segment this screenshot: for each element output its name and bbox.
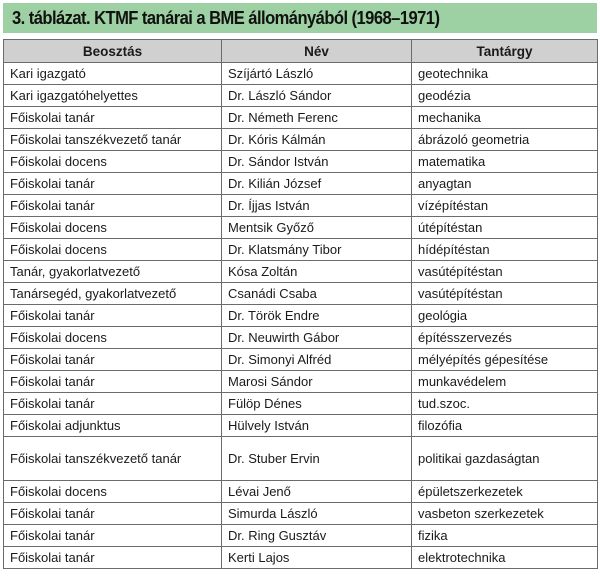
cell-name: Csanádi Csaba <box>222 283 412 305</box>
cell-subject: vasbeton szerkezetek <box>412 503 598 525</box>
cell-subject: mechanika <box>412 107 598 129</box>
table-row <box>4 151 598 173</box>
table-row <box>4 173 598 195</box>
cell-name: Hülvely István <box>222 415 412 437</box>
cell-position: Főiskolai tanár <box>4 305 222 327</box>
cell-name: Dr. László Sándor <box>222 85 412 107</box>
cell-position: Főiskolai docens <box>4 239 222 261</box>
cell-subject: mélyépítés gépesítése <box>412 349 598 371</box>
table-row <box>4 327 598 349</box>
cell-subject: vasútépítéstan <box>412 283 598 305</box>
cell-position: Főiskolai docens <box>4 151 222 173</box>
cell-position: Főiskolai tanszékvezető tanár <box>4 437 222 481</box>
table-row <box>4 195 598 217</box>
table-row <box>4 63 598 85</box>
table-row <box>4 393 598 415</box>
cell-subject: vízépítéstan <box>412 195 598 217</box>
cell-position: Főiskolai tanár <box>4 195 222 217</box>
cell-subject: tud.szoc. <box>412 393 598 415</box>
cell-position: Főiskolai tanár <box>4 349 222 371</box>
table-row <box>4 437 598 481</box>
cell-name: Lévai Jenő <box>222 481 412 503</box>
table-title: 3. táblázat. KTMF tanárai a BME állományából (1968–1971) <box>12 7 440 28</box>
table-row <box>4 107 598 129</box>
header-name: Név <box>222 40 412 63</box>
cell-subject: geotechnika <box>412 63 598 85</box>
table-row <box>4 415 598 437</box>
cell-subject: geodézia <box>412 85 598 107</box>
table-row <box>4 481 598 503</box>
table-row <box>4 85 598 107</box>
table-title-bar <box>3 3 597 33</box>
table-row <box>4 305 598 327</box>
cell-name: Dr. Sándor István <box>222 151 412 173</box>
cell-subject: útépítéstan <box>412 217 598 239</box>
cell-name: Dr. Neuwirth Gábor <box>222 327 412 349</box>
cell-subject: geológia <box>412 305 598 327</box>
cell-name: Szíjártó László <box>222 63 412 85</box>
cell-position: Főiskolai tanár <box>4 107 222 129</box>
table-body <box>4 63 598 569</box>
cell-position: Főiskolai docens <box>4 217 222 239</box>
cell-name: Marosi Sándor <box>222 371 412 393</box>
cell-subject: épületszerkezetek <box>412 481 598 503</box>
cell-name: Dr. Íjjas István <box>222 195 412 217</box>
cell-name: Dr. Ring Gusztáv <box>222 525 412 547</box>
table-row <box>4 349 598 371</box>
cell-name: Dr. Kóris Kálmán <box>222 129 412 151</box>
cell-subject: munkavédelem <box>412 371 598 393</box>
cell-subject: vasútépítéstan <box>412 261 598 283</box>
cell-name: Dr. Stuber Ervin <box>222 437 412 481</box>
cell-subject: hídépítéstan <box>412 239 598 261</box>
cell-position: Kari igazgató <box>4 63 222 85</box>
header-subject: Tantárgy <box>412 40 598 63</box>
cell-subject: fizika <box>412 525 598 547</box>
table-row <box>4 547 598 569</box>
cell-name: Kósa Zoltán <box>222 261 412 283</box>
cell-name: Dr. Klatsmány Tibor <box>222 239 412 261</box>
cell-name: Simurda László <box>222 503 412 525</box>
cell-position: Főiskolai tanár <box>4 547 222 569</box>
cell-name: Dr. Simonyi Alfréd <box>222 349 412 371</box>
cell-position: Főiskolai tanár <box>4 525 222 547</box>
table-row <box>4 503 598 525</box>
cell-name: Mentsik Győző <box>222 217 412 239</box>
cell-position: Főiskolai docens <box>4 327 222 349</box>
cell-name: Dr. Kilián József <box>222 173 412 195</box>
table-row <box>4 261 598 283</box>
cell-position: Főiskolai tanár <box>4 173 222 195</box>
cell-position: Főiskolai tanár <box>4 503 222 525</box>
cell-subject: filozófia <box>412 415 598 437</box>
table-row <box>4 283 598 305</box>
cell-name: Fülöp Dénes <box>222 393 412 415</box>
cell-position: Kari igazgatóhelyettes <box>4 85 222 107</box>
cell-name: Kerti Lajos <box>222 547 412 569</box>
cell-name: Dr. Németh Ferenc <box>222 107 412 129</box>
table-row <box>4 371 598 393</box>
cell-name: Dr. Török Endre <box>222 305 412 327</box>
cell-subject: építésszervezés <box>412 327 598 349</box>
header-position: Beosztás <box>4 40 222 63</box>
table-row <box>4 129 598 151</box>
cell-position: Főiskolai tanár <box>4 393 222 415</box>
cell-position: Tanár, gyakorlatvezető <box>4 261 222 283</box>
cell-subject: ábrázoló geometria <box>412 129 598 151</box>
cell-subject: matematika <box>412 151 598 173</box>
table-row <box>4 239 598 261</box>
table-header-row <box>4 40 598 63</box>
cell-subject: politikai gazdaságtan <box>412 437 598 481</box>
cell-position: Főiskolai tanszékvezető tanár <box>4 129 222 151</box>
cell-position: Főiskolai adjunktus <box>4 415 222 437</box>
staff-table <box>3 39 598 569</box>
cell-position: Főiskolai docens <box>4 481 222 503</box>
cell-subject: anyagtan <box>412 173 598 195</box>
cell-position: Főiskolai tanár <box>4 371 222 393</box>
table-row <box>4 525 598 547</box>
table-row <box>4 217 598 239</box>
cell-position: Tanársegéd, gyakorlatvezető <box>4 283 222 305</box>
cell-subject: elektrotechnika <box>412 547 598 569</box>
